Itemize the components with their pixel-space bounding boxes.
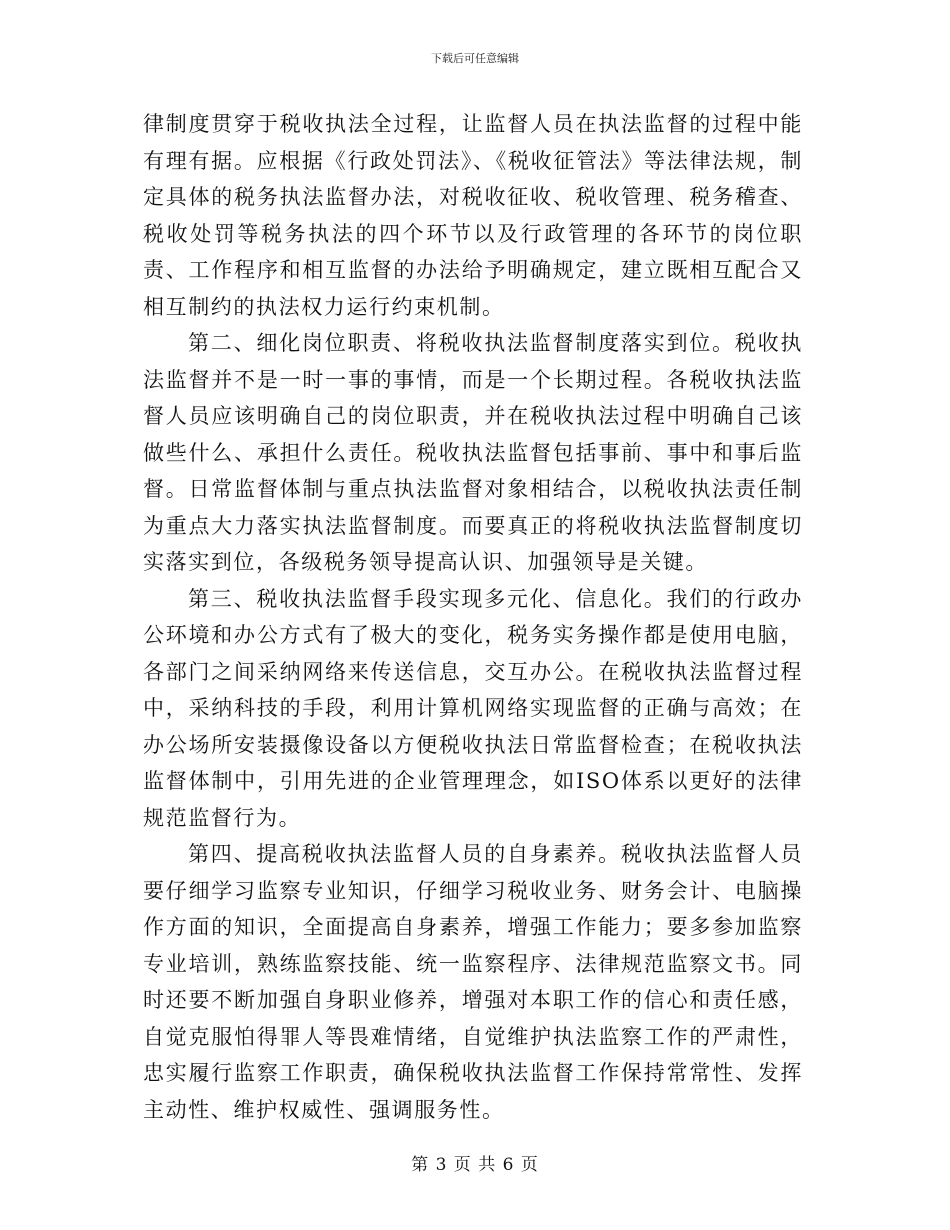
page-number-label: 第 3 页 共 6 页 [411,1155,539,1175]
paragraph-1: 律制度贯穿于税收执法全过程，让监督人员在执法监督的过程中能有理有据。应根据《行政处罚法》、《税收征管法》等法律法规，制定具体的税务执法监督办法，对税收征收、税收管理、税务稽查、税收处罚等税务执法的四个环节以及行政管理的各环节的岗位职责、工作程序和相互监督的办法给予明确规定，建立既相互配合又相互制约的执法权力运行约束机制。 [143,112,803,319]
paragraph-2: 第二、细化岗位职责、将税收执法监督制度落实到位。税收执法监督并不是一时一事的事情，而是一个长期过程。各税收执法监督人员应该明确自己的岗位职责，并在税收执法过程中明确自己该做些什么、承担什么责任。税收执法监督包括事前、事中和事后监督。日常监督体制与重点执法监督对象相结合，以税收执法责任制为重点大力落实执法监督制度。而要真正的将税收执法监督制度切实落实到位，各级税务领导提高认识、加强领导是关键。 [143,331,803,574]
page-header: 下载后可任意编辑 [431,52,519,65]
paragraph-3: 第三、税收执法监督手段实现多元化、信息化。我们的行政办公环境和办公方式有了极大的变化，税务实务操作都是使用电脑，各部门之间采纳网络来传送信息，交互办公。在税收执法监督过程中，采纳科技的手段，利用计算机网络实现监督的正确与高效；在办公场所安装摄像设备以方便税收执法日常监督检查；在税收执法监督体制中，引用先进的企业管理理念，如ISO体系以更好的法律规范监督行为。 [143,586,803,830]
page-footer [0,1155,950,1175]
document-body [143,106,803,1128]
paragraph-4: 第四、提高税收执法监督人员的自身素养。税收执法监督人员要仔细学习监察专业知识，仔细学习税收业务、财务会计、电脑操作方面的知识，全面提高自身素养，增强工作能力；要多参加监察专业培训，熟练监察技能、统一监察程序、法律规范监察文书。同时还要不断加强自身职业修养，增强对本职工作的信心和责任感，自觉克服怕得罪人等畏难情绪，自觉维护执法监察工作的严肃性，忠实履行监察工作职责，确保税收执法监督工作保持常常性、发挥主动性、维护权威性、强调服务性。 [143,842,803,1122]
